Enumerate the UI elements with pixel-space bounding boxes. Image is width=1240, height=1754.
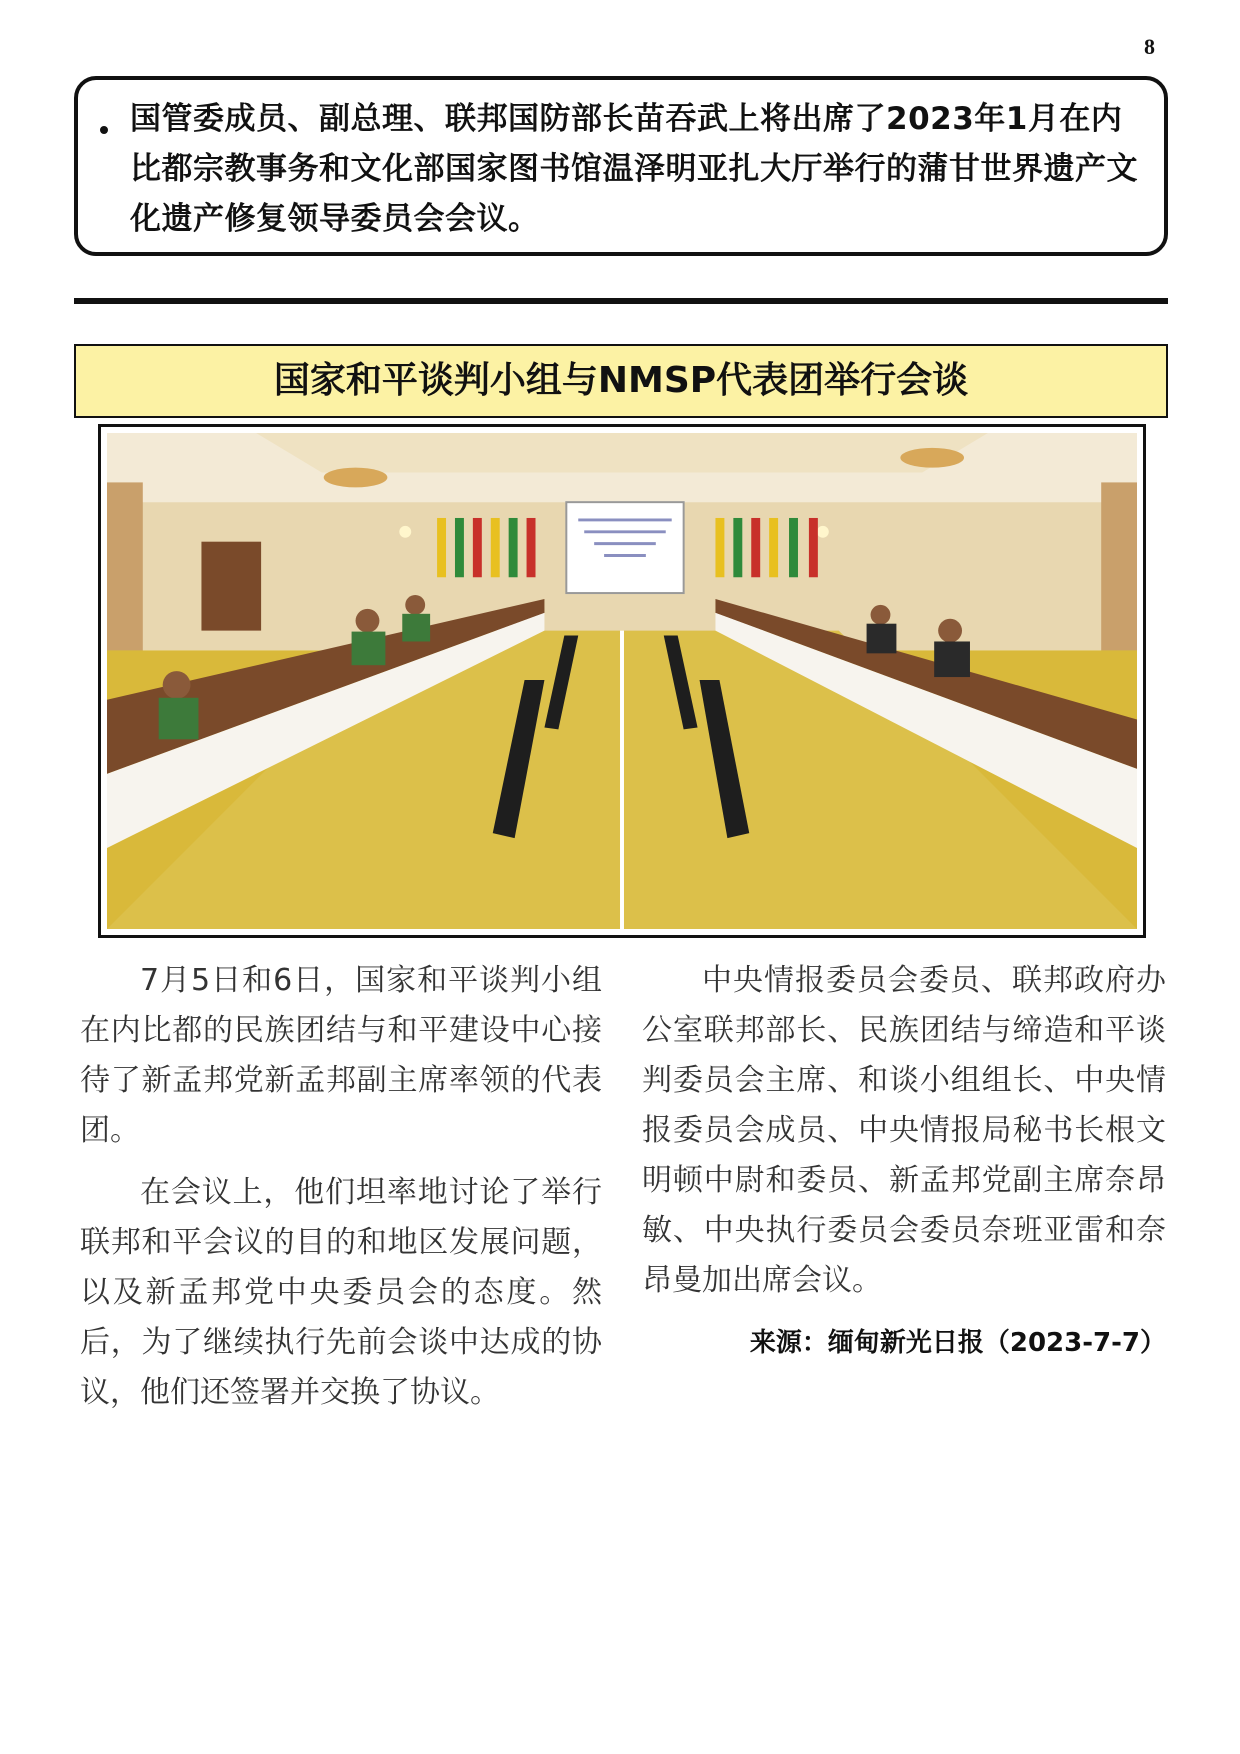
highlight-text: 国管委成员、副总理、联邦国防部长苗吞武上将出席了2023年1月在内比都宗教事务和文化部国家图书馆温泽明亚扎大厅举行的蒲甘世界遗产文化遗产修复领导委员会会议。: [130, 101, 1138, 237]
meeting-room-illustration: [107, 433, 1137, 929]
article-column-left: [80, 956, 602, 1430]
highlight-box: [74, 76, 1168, 256]
meeting-photo: [98, 424, 1146, 938]
paragraph: 在会议上，他们坦率地讨论了举行联邦和平会议的目的和地区发展问题，以及新孟邦党中央委员会的态度。然后，为了继续执行先前会谈中达成的协议，他们还签署并交换了协议。: [80, 1175, 602, 1410]
paragraph: 中央情报委员会委员、联邦政府办公室联邦部长、民族团结与缔造和平谈判委员会主席、和谈小组组长、中央情报委员会成员、中央情报局秘书长根文明顿中尉和委员、新孟邦党副主席奈昂敏、中央执行委员会委员奈班亚雷和奈昂曼加出席会议。: [642, 963, 1166, 1298]
article-column-right: [642, 956, 1166, 1380]
paragraph: 7月5日和6日，国家和平谈判小组在内比都的民族团结与和平建设中心接待了新孟邦党新孟邦副主席率领的代表团。: [80, 963, 602, 1148]
section-divider: [74, 298, 1168, 304]
article-title: 国家和平谈判小组与NMSP代表团举行会谈: [74, 344, 1168, 418]
bullet-icon: [100, 126, 108, 134]
page-number: 8: [1144, 34, 1155, 59]
source-citation: 来源：缅甸新光日报（2023-7-7）: [749, 1328, 1166, 1358]
